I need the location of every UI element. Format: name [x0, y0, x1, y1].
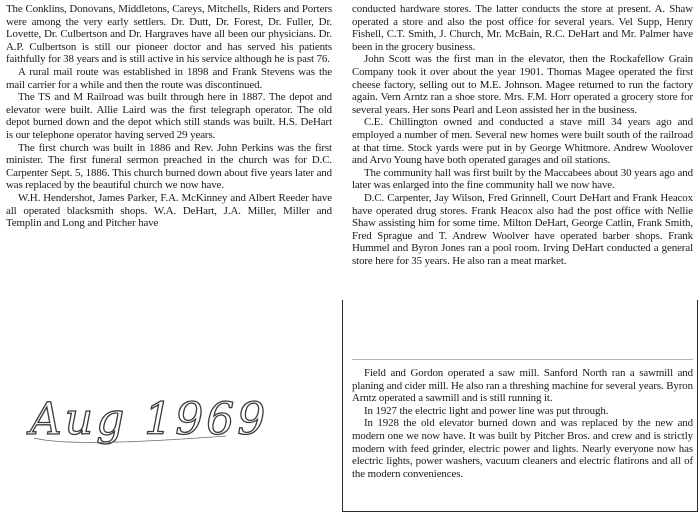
clipping-divider — [352, 359, 693, 360]
paragraph-first-church: The first church was built in 1886 and Rev. John Perkins was the first minister. The first funeral sermon preached in the church was for D.C. Carpenter Sept. 5, 1886. This church burned down about five years later and was replaced by the beautiful church we now have. — [6, 141, 332, 192]
paragraph-early-settlers: The Conklins, Donovans, Middletons, Careys, Mitchells, Riders and Porters were among the very early settlers. Dr. Dutt, Dr. Forest, Dr. Fuller, Dr. Lovette, Dr. Culbertson and Dr. Hargraves have all been our physicians. Dr. A.P. Culbertson is still our pioneer doctor and has served his patients faithfully for 38 years and is still active in his service although he is past 76. — [6, 3, 332, 66]
right-text-column-bottom — [352, 367, 693, 480]
paragraph-blacksmiths: W.H. Hendershot, James Parker, F.A. McKinney and Albert Reeder have all operated blacksmith shops. W.A. DeHart, J.A. Miller, Miller and Templin and Long and Pitcher have — [6, 191, 332, 230]
clipping-border-left — [342, 300, 343, 511]
handwritten-date-text: Aug 1969 — [30, 394, 269, 445]
handwriting-svg — [26, 376, 286, 454]
handwritten-date-annotation — [26, 376, 286, 454]
clipping-border-right — [697, 300, 698, 512]
paragraph-hardware-stores: conducted hardware stores. The latter conducts the store at present. A. Shaw operated a store and also the post office for several years. Vel Supp, Henry Fishell, C.T. Smith, J. Church, Mr. McBain, R.C. DeHart and Mr. Palmer have been in the grocery business. — [352, 3, 693, 53]
paragraph-railroad: The TS and M Railroad was built through here in 1887. The depot and elevator were built. Allie Laird was the first telegraph operator. The old depot burned down and the depot which still stands was built. H.S. DeHart is our telephone operator having served 29 years. — [6, 91, 332, 141]
clipping-border-bottom — [342, 511, 698, 512]
paragraph-stave-mill: C.E. Chillington owned and conducted a stave mill 34 years ago and employed a number of men. Several new homes were built south of the railroad at that time. Stock yards were put in by George Whitmore. Andrew Woolover and Arvo Young have both operated garages and oil stations. — [352, 116, 693, 167]
paragraph-community-hall: The community hall was first built by the Maccabees about 30 years ago and later was enlarged into the fine community hall we now have. — [352, 166, 693, 192]
paragraph-mail-route: A rural mail route was established in 1898 and Frank Stevens was the mail carrier for a while and then the route was discontinued. — [6, 65, 332, 91]
paragraph-elevator-cheese-factory: John Scott was the first man in the elevator, then the Rockafellow Grain Company took it over about the year 1901. Thomas Magee operated the first cheese factory, selling out to M.E. Johnson. Magee returned to run the factory again. Vern Arntz ran a shoe store. Mrs. F.M. Horr operated a grocery store for several years. Her sons Pearl and Leon assisted her in the business. — [352, 53, 693, 116]
paragraph-drug-stores: D.C. Carpenter, Jay Wilson, Fred Grinnell, Court DeHart and Frank Heacox have operated drug stores. Frank Heacox also had the post office with Nellie Shaw assisting him for some time. Milton DeHart, George Catlin, Frank Smith, Fred Sprague and T. Andrew Woolver have operated barber shops. Frank Hummel and Byron Jones ran a pool room. Irving DeHart conducted a general store here for 35 years. He also ran a meat market. — [352, 191, 693, 267]
left-text-column — [6, 3, 332, 230]
paragraph-electric-line: In 1927 the electric light and power line was put through. — [364, 404, 609, 417]
paragraph-new-elevator: In 1928 the old elevator burned down and was replaced by the new and modern one we now have. It was built by Pitcher Bros. and crew and is strictly modern with feed grinder, electric power and lights. Nearly everyone now has electric lights, power washers, vacuum cleaners and electric flatirons and all of the modern conveniences. — [352, 417, 693, 480]
paragraph-saw-mills: Field and Gordon operated a saw mill. Sanford North ran a sawmill and planing and cider mill. He also ran a threshing machine for several years. Byron Arntz operated a sawmill and is still running it. — [352, 367, 693, 405]
right-text-column-top — [352, 3, 693, 267]
